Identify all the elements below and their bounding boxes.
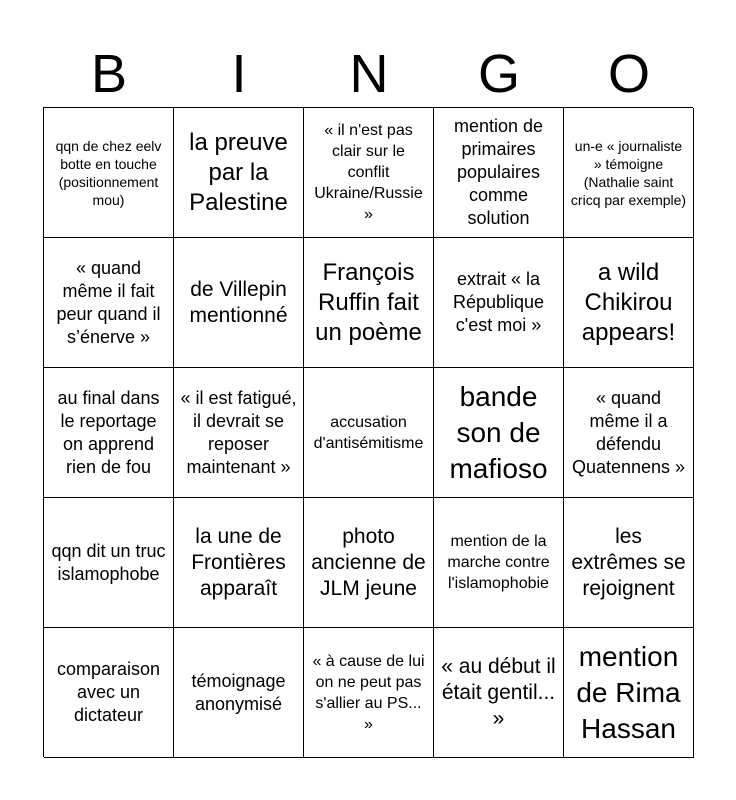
bingo-cell-text: témoignage anonymisé bbox=[191, 670, 286, 714]
bingo-cell-text: qqn de chez eelv botte en touche (positionnement mou) bbox=[55, 137, 162, 208]
bingo-cell[interactable] bbox=[304, 238, 434, 368]
bingo-cell-text: François Ruffin fait un poème bbox=[315, 258, 422, 346]
bingo-cell[interactable] bbox=[564, 368, 694, 498]
bingo-cell[interactable] bbox=[174, 368, 304, 498]
bingo-cell[interactable] bbox=[44, 238, 174, 368]
bingo-cell[interactable] bbox=[434, 108, 564, 238]
bingo-header bbox=[44, 40, 694, 108]
bingo-grid bbox=[43, 107, 693, 757]
bingo-cell-text: « il n'est pas clair sur le conflit Ukraine/Russie » bbox=[314, 122, 423, 223]
bingo-cell-text: accusation d'antisémitisme bbox=[313, 413, 424, 452]
bingo-cell[interactable] bbox=[434, 498, 564, 628]
bingo-cell-text: « quand même il a défendu Quatennens » bbox=[571, 387, 686, 477]
bingo-cell-text: extrait « la République c'est moi » bbox=[452, 269, 545, 335]
bingo-cell[interactable] bbox=[174, 498, 304, 628]
bingo-cell[interactable] bbox=[174, 108, 304, 238]
bingo-cell-text: la preuve par la Palestine bbox=[189, 128, 288, 216]
bingo-cell-text: bande son de mafioso bbox=[449, 380, 548, 484]
bingo-cell[interactable] bbox=[304, 628, 434, 758]
bingo-cell-text: au final dans le reportage on apprend rien de fou bbox=[57, 387, 160, 477]
bingo-cell-text: comparaison avec un dictateur bbox=[56, 659, 161, 725]
bingo-cell[interactable] bbox=[304, 498, 434, 628]
bingo-cell-text: mention de la marche contre l'islamophobie bbox=[447, 533, 550, 592]
bingo-cell-text: de Villepin mentionné bbox=[189, 277, 288, 327]
bingo-cell-text: « quand même il fait peur quand il s’énerve » bbox=[56, 257, 161, 347]
bingo-cell-text: qqn dit un truc islamophobe bbox=[51, 540, 166, 584]
bingo-cell[interactable] bbox=[564, 628, 694, 758]
bingo-cell[interactable] bbox=[434, 238, 564, 368]
bingo-cell[interactable] bbox=[564, 238, 694, 368]
bingo-cell[interactable] bbox=[44, 368, 174, 498]
header-letter-o: O bbox=[607, 44, 650, 104]
bingo-cell[interactable] bbox=[174, 628, 304, 758]
bingo-cell[interactable] bbox=[44, 498, 174, 628]
bingo-cell[interactable] bbox=[304, 368, 434, 498]
bingo-cell[interactable] bbox=[434, 368, 564, 498]
header-letter-i: I bbox=[231, 44, 247, 104]
bingo-cell-text: a wild Chikirou appears! bbox=[581, 258, 676, 346]
bingo-cell[interactable] bbox=[564, 498, 694, 628]
header-letter-n: N bbox=[349, 44, 389, 104]
bingo-cell-text: « à cause de lui on ne peut pas s'allier au PS... » bbox=[312, 652, 425, 733]
bingo-cell-text: photo ancienne de JLM jeune bbox=[311, 524, 426, 600]
bingo-cell[interactable] bbox=[564, 108, 694, 238]
bingo-cell[interactable] bbox=[304, 108, 434, 238]
bingo-cell-text: les extrêmes se rejoignent bbox=[571, 524, 686, 600]
bingo-cell-text: « au début il était gentil... » bbox=[441, 654, 556, 730]
bingo-cell-text: un-e « journaliste » témoigne (Nathalie saint cricq par exemple) bbox=[570, 137, 687, 208]
bingo-cell-text: la une de Frontières apparaît bbox=[191, 524, 286, 600]
bingo-cell-text: mention de Rima Hassan bbox=[576, 640, 681, 744]
bingo-cell[interactable] bbox=[174, 238, 304, 368]
header-letter-b: B bbox=[90, 44, 128, 104]
bingo-cell[interactable] bbox=[434, 628, 564, 758]
bingo-cell[interactable] bbox=[44, 628, 174, 758]
bingo-cell[interactable] bbox=[44, 108, 174, 238]
header-letter-g: G bbox=[477, 44, 520, 104]
bingo-cell-text: mention de primaires populaires comme solution bbox=[453, 116, 544, 228]
bingo-cell-text: « il est fatigué, il devrait se reposer maintenant » bbox=[180, 387, 297, 477]
